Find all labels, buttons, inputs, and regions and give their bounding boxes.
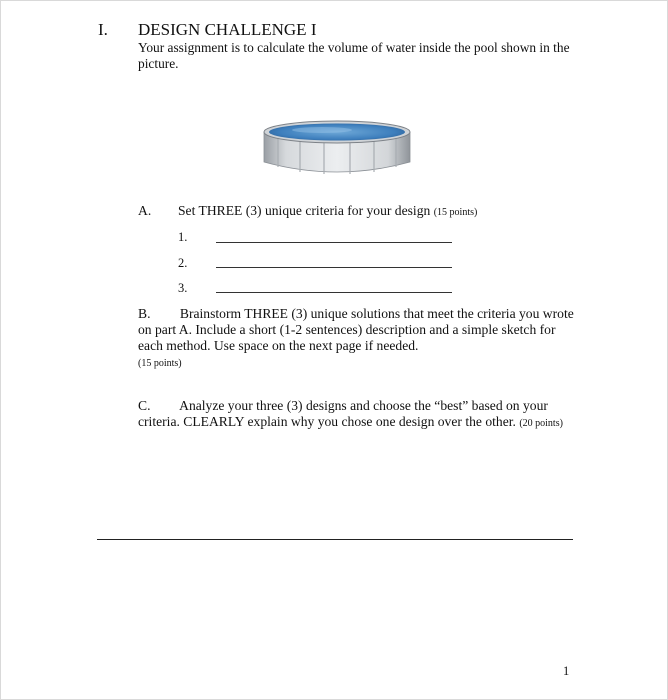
question-a-letter: A. xyxy=(138,203,152,218)
answer-divider-line xyxy=(97,539,573,540)
question-c xyxy=(138,398,568,432)
question-b xyxy=(138,306,578,372)
question-a-points: (15 points) xyxy=(433,207,478,218)
criterion-2-answer-line[interactable] xyxy=(216,267,452,268)
pool-image xyxy=(262,118,412,176)
question-c-letter: C. xyxy=(138,398,151,413)
section-title: DESIGN CHALLENGE I xyxy=(138,20,317,39)
criterion-1-answer-line[interactable] xyxy=(216,242,452,243)
question-a-text xyxy=(178,203,477,221)
section-number: I. xyxy=(98,20,108,39)
assignment-intro: Your assignment is to calculate the volume of water inside the pool shown in the picture. xyxy=(138,40,570,71)
above-ground-pool-icon xyxy=(262,118,412,176)
criterion-number: 2. xyxy=(178,256,188,270)
question-c-points: (20 points) xyxy=(519,418,563,429)
question-c-prompt: Analyze your three (3) designs and choose the “best” based on your criteria. CLEARLY explain why you chose one design over the other. xyxy=(138,398,548,429)
page-number: 1 xyxy=(563,664,570,678)
question-b-prompt: Brainstorm THREE (3) unique solutions that meet the criteria you wrote on part A. Include a short (1-2 sentences) description and a simple sketch for each method. Use space on the next page if needed. xyxy=(138,306,574,353)
question-b-points: (15 points) xyxy=(138,358,182,369)
criterion-number: 1. xyxy=(178,230,188,244)
criterion-number: 3. xyxy=(178,281,188,295)
question-a-prompt: Set THREE (3) unique criteria for your design xyxy=(178,203,431,218)
question-b-letter: B. xyxy=(138,306,151,321)
criterion-3-answer-line[interactable] xyxy=(216,292,452,293)
